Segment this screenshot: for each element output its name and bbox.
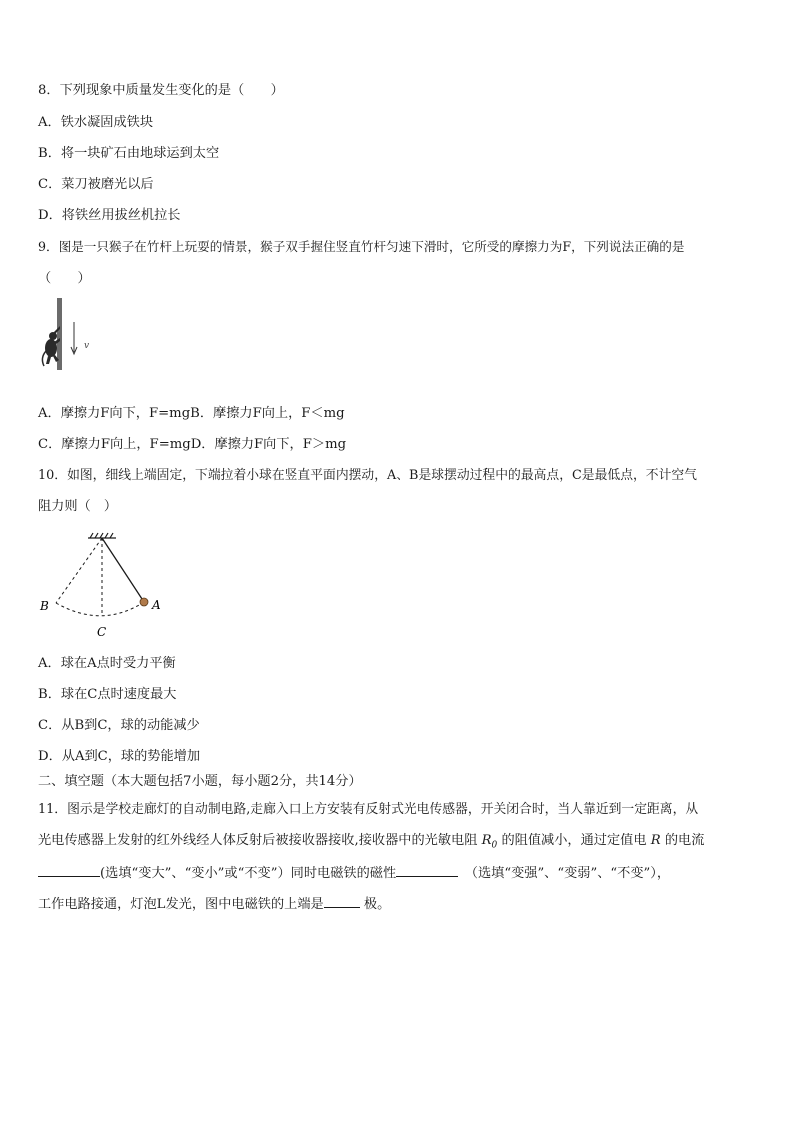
question-11-line-4-text-b: 极。 xyxy=(363,897,391,912)
question-10-stem-line-1: 10．如图，细线上端固定，下端拉着小球在竖直平面内摆动，A、B是球摆动过程中的最高点，C是最低点，不计空气 xyxy=(38,468,697,483)
resistor-r0-symbol: $R_0$ xyxy=(481,833,498,851)
question-8-option-d: D．将铁丝用拔丝机拉长 xyxy=(38,208,181,223)
question-9-stem-line-2: （ ） xyxy=(38,271,91,286)
question-8-option-a: A．铁水凝固成铁块 xyxy=(38,115,154,130)
velocity-arrow-icon xyxy=(71,322,77,354)
question-11-line-2-text-b: 的阻值减小，通过定值电 xyxy=(501,833,647,848)
pendulum-figure xyxy=(36,530,176,642)
label-point-a: A xyxy=(152,598,161,612)
question-11-line-3-text-b: （选填“变强”、“变弱”、“不变”）， xyxy=(471,866,671,881)
question-11-line-1: 11．图示是学校走廊灯的自动制电路,走廊入口上方安装有反射式光电传感器，开关闭合时，当人靠近到一定距离，从 xyxy=(38,802,699,817)
question-10-option-b: B．球在C点时速度最大 xyxy=(38,687,177,702)
ball-at-a xyxy=(140,598,148,606)
section-2-heading: 二、填空题（本大题包括7小题，每小题2分，共14分） xyxy=(38,774,362,789)
answer-blank-magnetism[interactable] xyxy=(396,863,458,877)
ceiling-support xyxy=(88,533,116,538)
string-to-a xyxy=(102,538,144,602)
label-point-c: C xyxy=(97,625,107,639)
resistor-r-symbol: R xyxy=(650,833,661,848)
question-10-option-c: C．从B到C，球的动能减少 xyxy=(38,718,200,733)
question-11-line-2-text-a: 光电传感器上发射的红外线经人体反射后被接收器接收,接收器中的光敏电阻 xyxy=(38,833,478,848)
swing-arc xyxy=(56,602,144,616)
question-11-line-2 xyxy=(38,832,704,855)
question-11-line-3 xyxy=(38,863,670,883)
label-point-b: B xyxy=(40,599,49,613)
question-9-options-line-1: A．摩擦力F向下，F=mgB．摩擦力F向上，F＜mg xyxy=(38,406,345,421)
question-9-options-line-2: C．摩擦力F向上，F=mgD．摩擦力F向下，F＞mg xyxy=(38,437,347,452)
question-8-option-c: C．菜刀被磨光以后 xyxy=(38,177,154,192)
question-11-line-3-text-a: (选填“变大”、“变小”或“不变”）同时电磁铁的磁性 xyxy=(100,866,397,881)
question-9-stem-line-1: 9．图是一只猴子在竹杆上玩耍的情景，猴子双手握住竖直竹杆匀速下滑时，它所受的摩擦力为F，下列说法正确的是 xyxy=(38,239,685,254)
string-to-b xyxy=(56,538,102,603)
question-8-option-b: B．将一块矿石由地球运到太空 xyxy=(38,146,220,161)
monkey-on-pole-figure xyxy=(38,296,108,372)
question-8-stem: 8．下列现象中质量发生变化的是（ ） xyxy=(38,83,284,98)
question-11-line-2-text-c: 的电流 xyxy=(664,833,705,848)
velocity-label: v xyxy=(84,341,90,351)
question-10-option-d: D．从A到C，球的势能增加 xyxy=(38,749,201,764)
question-11-line-4-text-a: 工作电路接通，灯泡L发光，图中电磁铁的上端是 xyxy=(38,897,324,912)
answer-blank-current[interactable] xyxy=(38,863,100,877)
question-10-stem-line-2: 阻力则（ ） xyxy=(38,499,118,514)
question-11-line-4 xyxy=(38,894,390,914)
answer-blank-pole[interactable] xyxy=(324,894,360,908)
question-10-option-a: A．球在A点时受力平衡 xyxy=(38,656,176,671)
